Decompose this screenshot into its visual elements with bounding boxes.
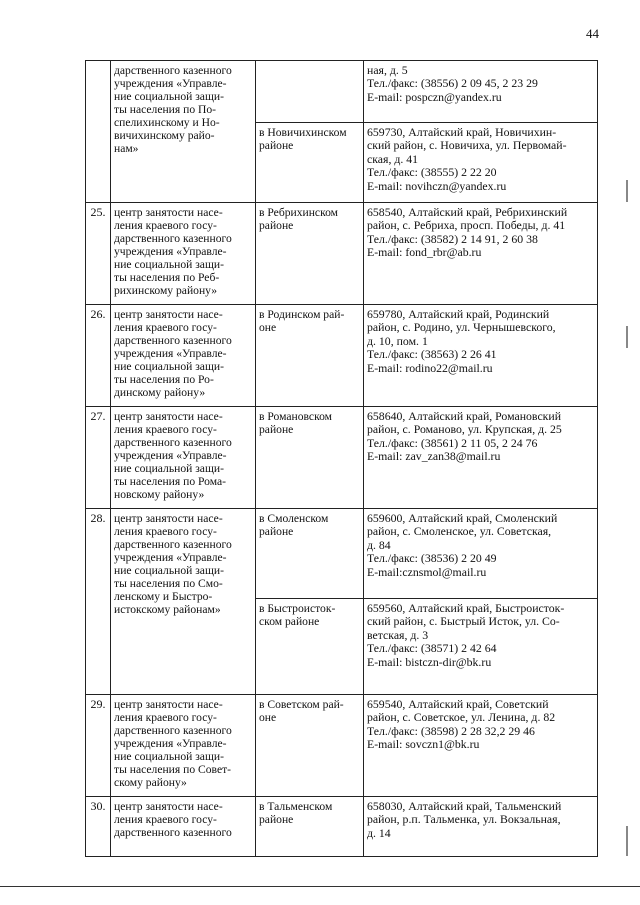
row-number: 30. — [86, 797, 111, 857]
organization-name — [111, 407, 256, 509]
address-line: E-mail: rodino22@mail.ru — [367, 360, 493, 375]
address-line: 659560, Алтайский край, Быстроисток- — [367, 601, 565, 615]
address-line: 658540, Алтайский край, Ребрихинский — [367, 205, 568, 219]
address-line: Тел./факс: (38555) 2 22 20 — [367, 165, 497, 180]
organization-line: ние социальной защи- — [114, 360, 224, 373]
address-line: район, с. Родино, ул. Чернышевского, — [367, 320, 556, 335]
row-number: 26. — [86, 305, 111, 407]
address-line: E-mail: zav_zan38@mail.ru — [367, 449, 501, 464]
contact-address — [364, 407, 598, 509]
organization-line: ние социальной защи- — [114, 564, 224, 577]
address-line: 659730, Алтайский край, Новичихин- — [367, 125, 557, 139]
district-location — [256, 203, 364, 305]
organization-name — [111, 203, 256, 305]
district-location — [256, 695, 364, 797]
address-line: район, с. Ребриха, просп. Победы, д. 41 — [367, 218, 566, 233]
district-line: оне — [259, 711, 277, 724]
contact-address — [364, 695, 598, 797]
organization-line: дарственного казенного — [114, 826, 232, 839]
organization-line: центр занятости насе- — [114, 410, 223, 423]
row-number: 27. — [86, 407, 111, 509]
table-row — [86, 305, 598, 407]
table-row — [86, 203, 598, 305]
organization-line: ления краевого госу- — [114, 219, 217, 232]
contact-address — [364, 599, 598, 695]
organization-line: дарственного казенного — [114, 64, 232, 77]
address-line: 659780, Алтайский край, Родинский — [367, 307, 550, 321]
organization-line: ления краевого госу- — [114, 711, 217, 724]
contact-address — [364, 797, 598, 857]
address-line: Тел./факс: (38582) 2 14 91, 2 60 38 — [367, 231, 538, 246]
page-number: 44 — [586, 26, 599, 41]
organization-line: ние социальной защи- — [114, 258, 224, 271]
employment-centers-table — [85, 60, 598, 857]
district-location — [256, 305, 364, 407]
organization-line: истокскому районам» — [114, 603, 221, 616]
district-line: в Ребрихинском — [259, 206, 339, 219]
contact-address — [364, 305, 598, 407]
organization-line: ние социальной защи- — [114, 90, 224, 103]
organization-line: ления краевого госу- — [114, 321, 217, 334]
district-location — [256, 407, 364, 509]
organization-line: центр занятости насе- — [114, 206, 223, 219]
organization-line: новскому району» — [114, 488, 205, 501]
organization-line: ние социальной защи- — [114, 750, 224, 763]
organization-line: ты населения по Ро- — [114, 373, 214, 386]
organization-line: учреждения «Управле- — [114, 449, 227, 462]
district-location — [256, 599, 364, 695]
organization-line: учреждения «Управле- — [114, 347, 227, 360]
address-line: район, р.п. Тальменка, ул. Вокзальная, — [367, 812, 561, 827]
organization-line: ленскому и Быстро- — [114, 590, 213, 603]
organization-line: нам» — [114, 142, 139, 155]
district-line: в Новичихинском — [259, 126, 347, 139]
organization-line: дарственного казенного — [114, 538, 232, 551]
address-line: E-mail:cznsmol@mail.ru — [367, 564, 487, 579]
contact-address — [364, 61, 598, 123]
table-row — [86, 407, 598, 509]
address-line: Тел./факс: (38556) 2 09 45, 2 23 29 — [367, 76, 538, 91]
table-row — [86, 61, 598, 123]
address-line: E-mail: bistczn-dir@bk.ru — [367, 654, 492, 669]
contact-address — [364, 203, 598, 305]
organization-line: ние социальной защи- — [114, 462, 224, 475]
address-line: 659600, Алтайский край, Смоленский — [367, 511, 558, 525]
scan-edge-mark — [626, 180, 628, 202]
organization-name — [111, 509, 256, 695]
district-line: районе — [259, 423, 294, 436]
address-line: район, с. Романово, ул. Крупская, д. 25 — [367, 422, 562, 437]
organization-line: дарственного казенного — [114, 724, 232, 737]
organization-line: скому району» — [114, 776, 187, 789]
district-line: в Тальменском — [259, 800, 333, 813]
organization-line: центр занятости насе- — [114, 512, 223, 525]
address-line: Тел./факс: (38536) 2 20 49 — [367, 551, 497, 566]
district-line: в Советском рай- — [259, 698, 344, 711]
address-line: ская, д. 41 — [367, 151, 419, 166]
address-line: E-mail: pospczn@yandex.ru — [367, 89, 502, 104]
organization-line: ты населения по Совет- — [114, 763, 232, 776]
row-number: 29. — [86, 695, 111, 797]
district-line: районе — [259, 219, 294, 232]
address-line: д. 14 — [367, 825, 391, 840]
organization-line: учреждения «Управле- — [114, 77, 227, 90]
organization-line: центр занятости насе- — [114, 698, 223, 711]
district-location — [256, 123, 364, 203]
organization-line: спелихинскому и Но- — [114, 116, 220, 129]
table-row — [86, 509, 598, 599]
district-location — [256, 509, 364, 599]
district-line: в Быстроисток- — [259, 602, 336, 615]
address-line: Тел./факс: (38571) 2 42 64 — [367, 641, 497, 656]
organization-line: учреждения «Управле- — [114, 551, 227, 564]
table-row — [86, 797, 598, 857]
organization-line: ления краевого госу- — [114, 525, 217, 538]
address-line: д. 84 — [367, 537, 391, 552]
address-line: ная, д. 5 — [367, 63, 408, 77]
district-line: в Родинском рай- — [259, 308, 345, 321]
address-line: Тел./факс: (38598) 2 28 32,2 29 46 — [367, 723, 535, 738]
address-line: д. 10, пом. 1 — [367, 333, 428, 348]
district-location — [256, 797, 364, 857]
row-number — [86, 61, 111, 203]
district-line: районе — [259, 525, 294, 538]
address-line: район, с. Смоленское, ул. Советская, — [367, 524, 552, 539]
address-line: 658640, Алтайский край, Романовский — [367, 409, 562, 423]
organization-line: центр занятости насе- — [114, 308, 223, 321]
organization-name — [111, 797, 256, 857]
district-line: оне — [259, 321, 277, 334]
district-line: в Смоленском — [259, 512, 329, 525]
contact-address — [364, 123, 598, 203]
organization-name — [111, 305, 256, 407]
district-line: ском районе — [259, 615, 320, 628]
organization-line: динскому району» — [114, 386, 206, 399]
organization-line: ты населения по Смо- — [114, 577, 223, 590]
organization-line: дарственного казенного — [114, 436, 232, 449]
organization-line: учреждения «Управле- — [114, 245, 227, 258]
district-line: районе — [259, 813, 294, 826]
row-number: 25. — [86, 203, 111, 305]
address-line: ветская, д. 3 — [367, 627, 429, 642]
organization-line: вичихинскому райо- — [114, 129, 215, 142]
organization-line: ления краевого госу- — [114, 423, 217, 436]
organization-line: рихинскому району» — [114, 284, 218, 297]
address-line: 658030, Алтайский край, Тальменский — [367, 799, 562, 813]
address-line: 659540, Алтайский край, Советский — [367, 697, 549, 711]
district-line: в Романовском — [259, 410, 333, 423]
address-line: район, с. Советское, ул. Ленина, д. 82 — [367, 710, 556, 725]
address-line: Тел./факс: (38561) 2 11 05, 2 24 76 — [367, 435, 538, 450]
organization-line: ты населения по По- — [114, 103, 217, 116]
scan-edge-mark — [626, 326, 628, 348]
address-line: ский район, с. Быстрый Исток, ул. Со- — [367, 614, 560, 629]
scan-edge-mark — [626, 826, 628, 856]
address-line: ский район, с. Новичиха, ул. Первомай- — [367, 138, 567, 153]
bottom-rule — [0, 886, 640, 887]
organization-line: центр занятости насе- — [114, 800, 223, 813]
row-number: 28. — [86, 509, 111, 695]
address-line: E-mail: novihczn@yandex.ru — [367, 178, 507, 193]
district-line: районе — [259, 139, 294, 152]
table-row — [86, 695, 598, 797]
organization-line: учреждения «Управле- — [114, 737, 227, 750]
organization-line: дарственного казенного — [114, 232, 232, 245]
organization-line: ты населения по Реб- — [114, 271, 220, 284]
address-line: Тел./факс: (38563) 2 26 41 — [367, 347, 497, 362]
organization-name — [111, 61, 256, 203]
district-location — [256, 61, 364, 123]
contact-address — [364, 509, 598, 599]
address-line: E-mail: fond_rbr@ab.ru — [367, 245, 482, 260]
organization-line: ты населения по Рома- — [114, 475, 227, 488]
organization-line: ления краевого госу- — [114, 813, 217, 826]
address-line: E-mail: sovczn1@bk.ru — [367, 737, 480, 752]
organization-line: дарственного казенного — [114, 334, 232, 347]
organization-name — [111, 695, 256, 797]
